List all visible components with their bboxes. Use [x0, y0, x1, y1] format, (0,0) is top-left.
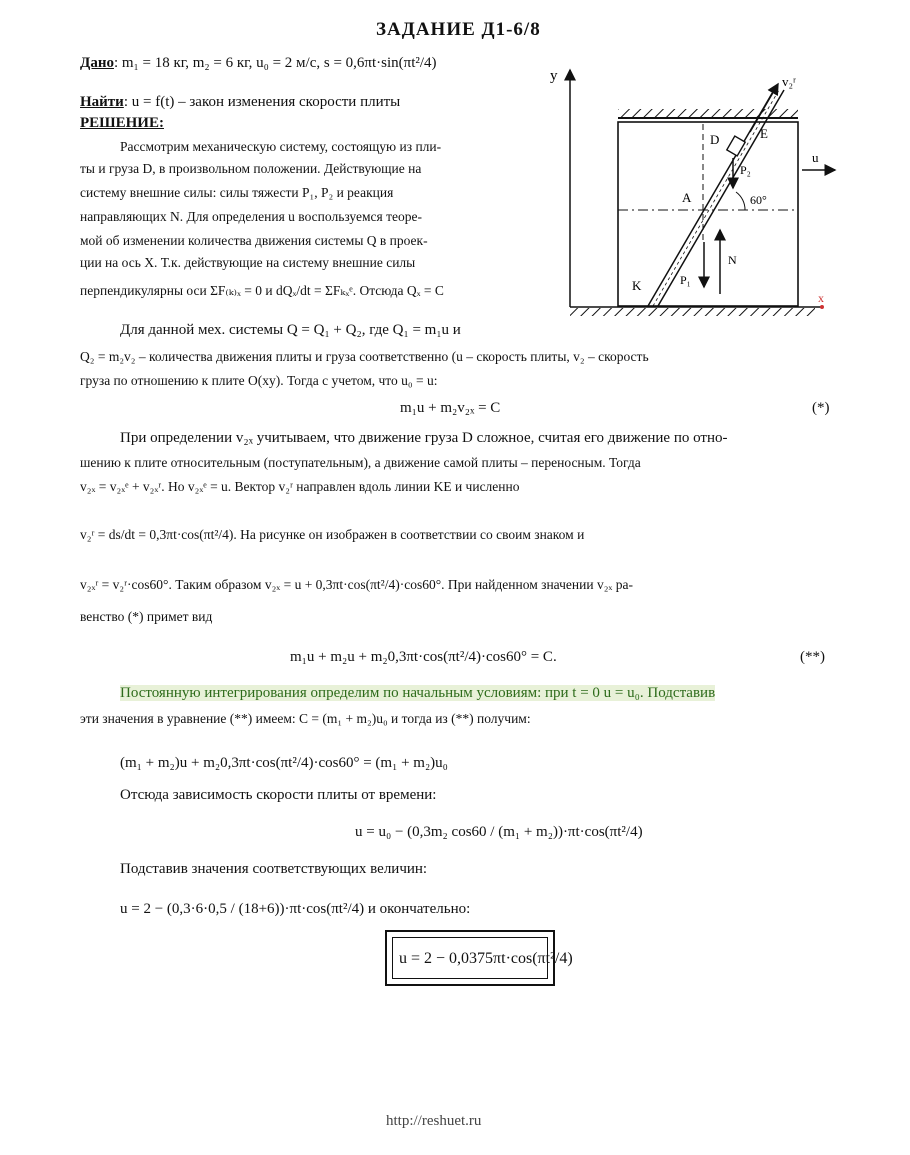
- point-k-label: K: [632, 278, 642, 293]
- para1-line: Рассмотрим механическую систему, состоящую из пли-: [120, 139, 442, 154]
- para2-line: груза по отношению к плите O(xy). Тогда с учетом, что u₀ = u:: [80, 373, 438, 388]
- para5-line: Отсюда зависимость скорости плиты от времени:: [120, 787, 437, 803]
- para1-line: направляющих N. Для определения u воспользуемся теоре-: [80, 209, 422, 224]
- equation-5: u = 2 − (0,3·6·0,5 / (18+6))·πt·cos(πt²/4) и окончательно:: [120, 901, 471, 917]
- force-p1-label: P₁: [680, 273, 691, 287]
- equation-3: (m₁ + m₂)u + m₂0,3πt·cos(πt²/4)·cos60° = (m₁ + m₂)u₀: [120, 755, 448, 771]
- para3-line: v₂ʳ = ds/dt = 0,3πt·cos(πt²/4). На рисунке он изображен в соответствии со своим знаком и: [80, 527, 585, 542]
- answer-box: [385, 930, 573, 986]
- given-line: [80, 56, 437, 71]
- para1-line: мой об изменении количества движения системы Q в проек-: [80, 233, 428, 248]
- equation-1: m₁u + m₂v₂ₓ = C: [400, 400, 501, 416]
- point-d-label: D: [710, 132, 720, 147]
- para1-line: перпендикулярны оси ΣF₍ₖ₎ₓ = 0 и dQₓ/dt = ΣFₖₓᵉ. Отсюда Qₓ = C: [80, 283, 444, 298]
- x-axis-tip-mark: [820, 305, 824, 309]
- given-label: Дано: [80, 55, 114, 71]
- para4-line: [120, 686, 715, 701]
- equation-1-tag: (*): [812, 400, 830, 416]
- force-n-label: N: [728, 253, 737, 267]
- equation-2-tag: (**): [800, 649, 825, 665]
- equation-4: u = u₀ − (0,3m₂ cos60 / (m₁ + m₂))·πt·cos(πt²/4): [355, 824, 643, 840]
- para4-text: Постоянную интегрирования определим по начальным условиям: при t = 0 u = u₀. Подставив: [120, 685, 716, 701]
- find-line: [80, 95, 400, 110]
- answer-formula: u = 2 − 0,0375πt·cos(πt²/4): [399, 950, 573, 967]
- equation-2: m₁u + m₂u + m₂0,3πt·cos(πt²/4)·cos60° = C.: [290, 649, 557, 665]
- given-text: : m₁ = 18 кг, m₂ = 6 кг, u₀ = 2 м/с, s = 0,6πt·sin(πt²/4): [113, 55, 437, 71]
- footer-url: http://reshuet.ru: [386, 1113, 482, 1129]
- page-title: ЗАДАНИЕ Д1-6/8: [376, 19, 541, 40]
- angle-label: 60°: [750, 193, 767, 207]
- find-text: : u = f(t) – закон изменения скорости плиты: [123, 94, 401, 110]
- find-label: Найти: [80, 94, 124, 110]
- para1-line: ции на ось X. Т.к. действующие на систему внешние силы: [80, 255, 416, 270]
- para3-line: венство (*) примет вид: [80, 609, 213, 624]
- solution-label: РЕШЕНИЕ:: [80, 115, 164, 131]
- para3-line: v₂ₓ = v₂ₓᵉ + v₂ₓʳ. Но v₂ₓᵉ = u. Вектор v₂ʳ направлен вдоль линии KE и численно: [80, 479, 520, 494]
- para1-line: систему внешние силы: силы тяжести P₁, P₂ и реакция: [80, 185, 394, 200]
- velocity-u-label: u: [812, 150, 819, 165]
- para6-line: Подставив значения соответствующих величин:: [120, 861, 428, 877]
- para3-line: При определении v₂ₓ учитываем, что движение груза D сложное, считая его движение по отно-: [120, 430, 728, 446]
- ground-hatch: [570, 308, 815, 316]
- para3-line: шению к плите относительным (поступательным), а движение самой плиты – переносным. Тогда: [80, 455, 641, 470]
- plate-rect: [618, 122, 798, 306]
- para3-line: v₂ₓʳ = v₂ʳ·cos60°. Таким образом v₂ₓ = u + 0,3πt·cos(πt²/4)·cos60°. При найденном значении v₂ₓ ра-: [80, 577, 633, 592]
- force-p2-label: P₂: [740, 163, 751, 177]
- para1-line: ты и груза D, в произвольном положении. Действующие на: [80, 161, 422, 176]
- point-a-label: A: [682, 190, 692, 205]
- para2-line: Для данной мех. системы Q = Q₁ + Q₂, где Q₁ = m₁u и: [120, 322, 461, 338]
- y-axis-label: y: [550, 68, 558, 84]
- para4-line: эти значения в уравнение (**) имеем: C = (m₁ + m₂)u₀ и тогда из (**) получим:: [80, 711, 531, 726]
- mechanics-figure: [540, 62, 840, 332]
- point-e-label: E: [760, 126, 768, 141]
- velocity-vr-label: v₂ʳ: [782, 74, 796, 89]
- para2-line: Q₂ = m₂v₂ – количества движения плиты и груза соответственно (u – скорость плиты, v₂ – скорость: [80, 349, 649, 364]
- load-d-block: [727, 136, 745, 156]
- angle-arc: [736, 192, 745, 210]
- x-axis-label: x: [818, 291, 824, 305]
